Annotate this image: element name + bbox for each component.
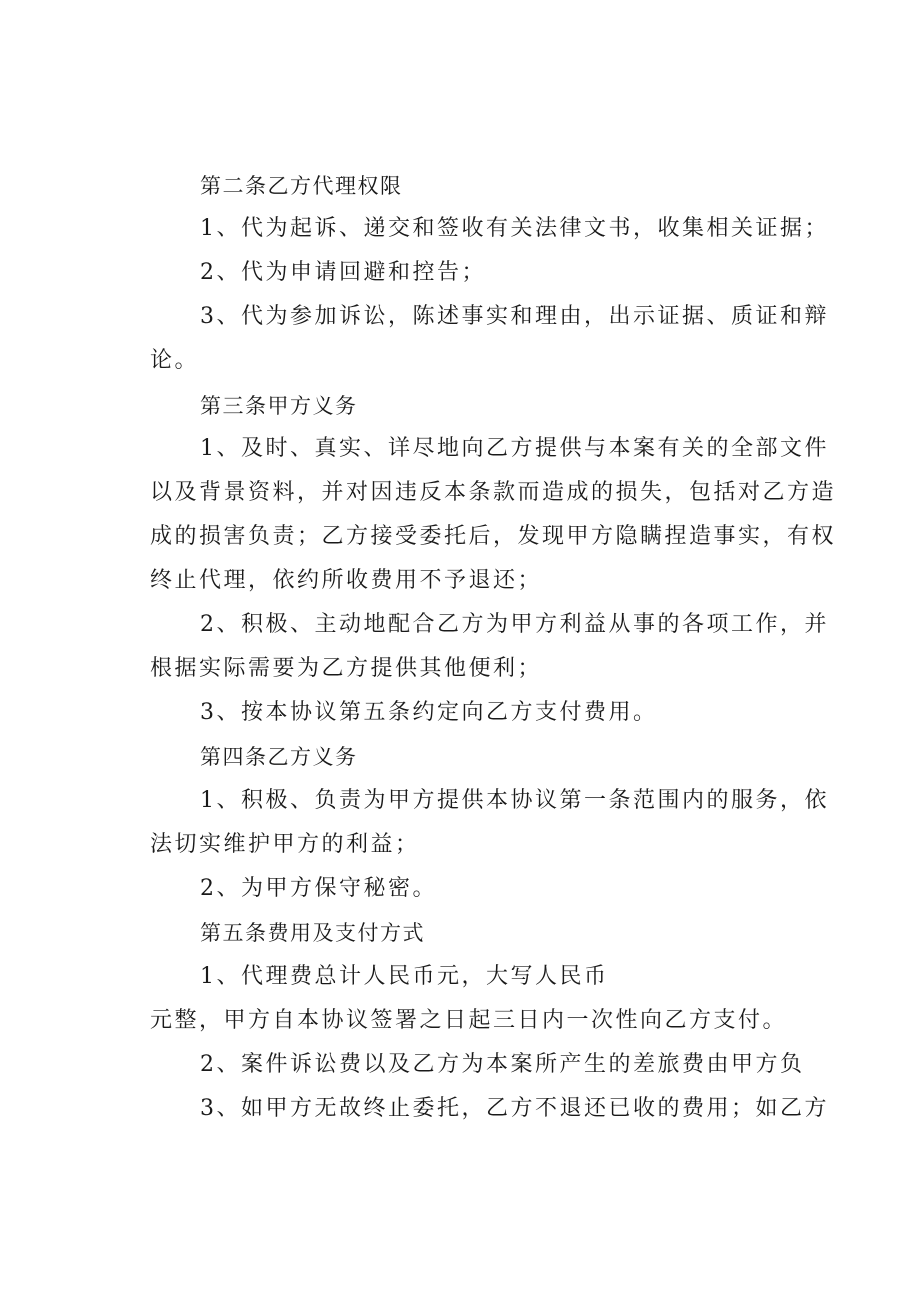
- paragraph-line: 3、如甲方无故终止委托，乙方不退还已收的费用；如乙方: [200, 1096, 829, 1121]
- paragraph-line: 终止代理，依约所收费用不予退还；: [150, 568, 543, 593]
- paragraph-line: 1、代为起诉、递交和签收有关法律文书，收集相关证据；: [200, 216, 829, 241]
- paragraph-line: 3、代为参加诉讼，陈述事实和理由，出示证据、质证和辩: [200, 304, 829, 329]
- paragraph-line: 2、案件诉讼费以及乙方为本案所产生的差旅费由甲方负: [200, 1052, 805, 1077]
- paragraph-line: 2、代为申请回避和控告；: [200, 260, 486, 285]
- paragraph-line: 2、为甲方保守秘密。: [200, 876, 437, 901]
- section-heading-4: 第四条乙方义务: [200, 745, 358, 769]
- paragraph-line: 论。: [150, 348, 200, 373]
- section-heading-5: 第五条费用及支付方式: [200, 921, 425, 945]
- paragraph-line: 2、积极、主动地配合乙方为甲方利益从事的各项工作，并: [200, 612, 829, 637]
- paragraph-line: 成的损害负责；乙方接受委托后，发现甲方隐瞒捏造事实，有权: [150, 524, 837, 549]
- paragraph-line: 法切实维护甲方的利益；: [150, 832, 420, 857]
- paragraph-line: 1、积极、负责为甲方提供本协议第一条范围内的服务，依: [200, 788, 829, 813]
- paragraph-line: 3、按本协议第五条约定向乙方支付费用。: [200, 700, 658, 725]
- paragraph-line: 1、代理费总计人民币元，大写人民币: [200, 964, 609, 989]
- paragraph-line: 根据实际需要为乙方提供其他便利；: [150, 656, 543, 681]
- section-heading-2: 第二条乙方代理权限: [200, 174, 403, 198]
- section-heading-3: 第三条甲方义务: [200, 394, 358, 418]
- paragraph-line: 以及背景资料，并对因违反本条款而造成的损失，包括对乙方造: [150, 480, 837, 505]
- paragraph-line: 元整，甲方自本协议签署之日起三日内一次性向乙方支付。: [150, 1008, 788, 1033]
- paragraph-line: 1、及时、真实、详尽地向乙方提供与本案有关的全部文件: [200, 436, 829, 461]
